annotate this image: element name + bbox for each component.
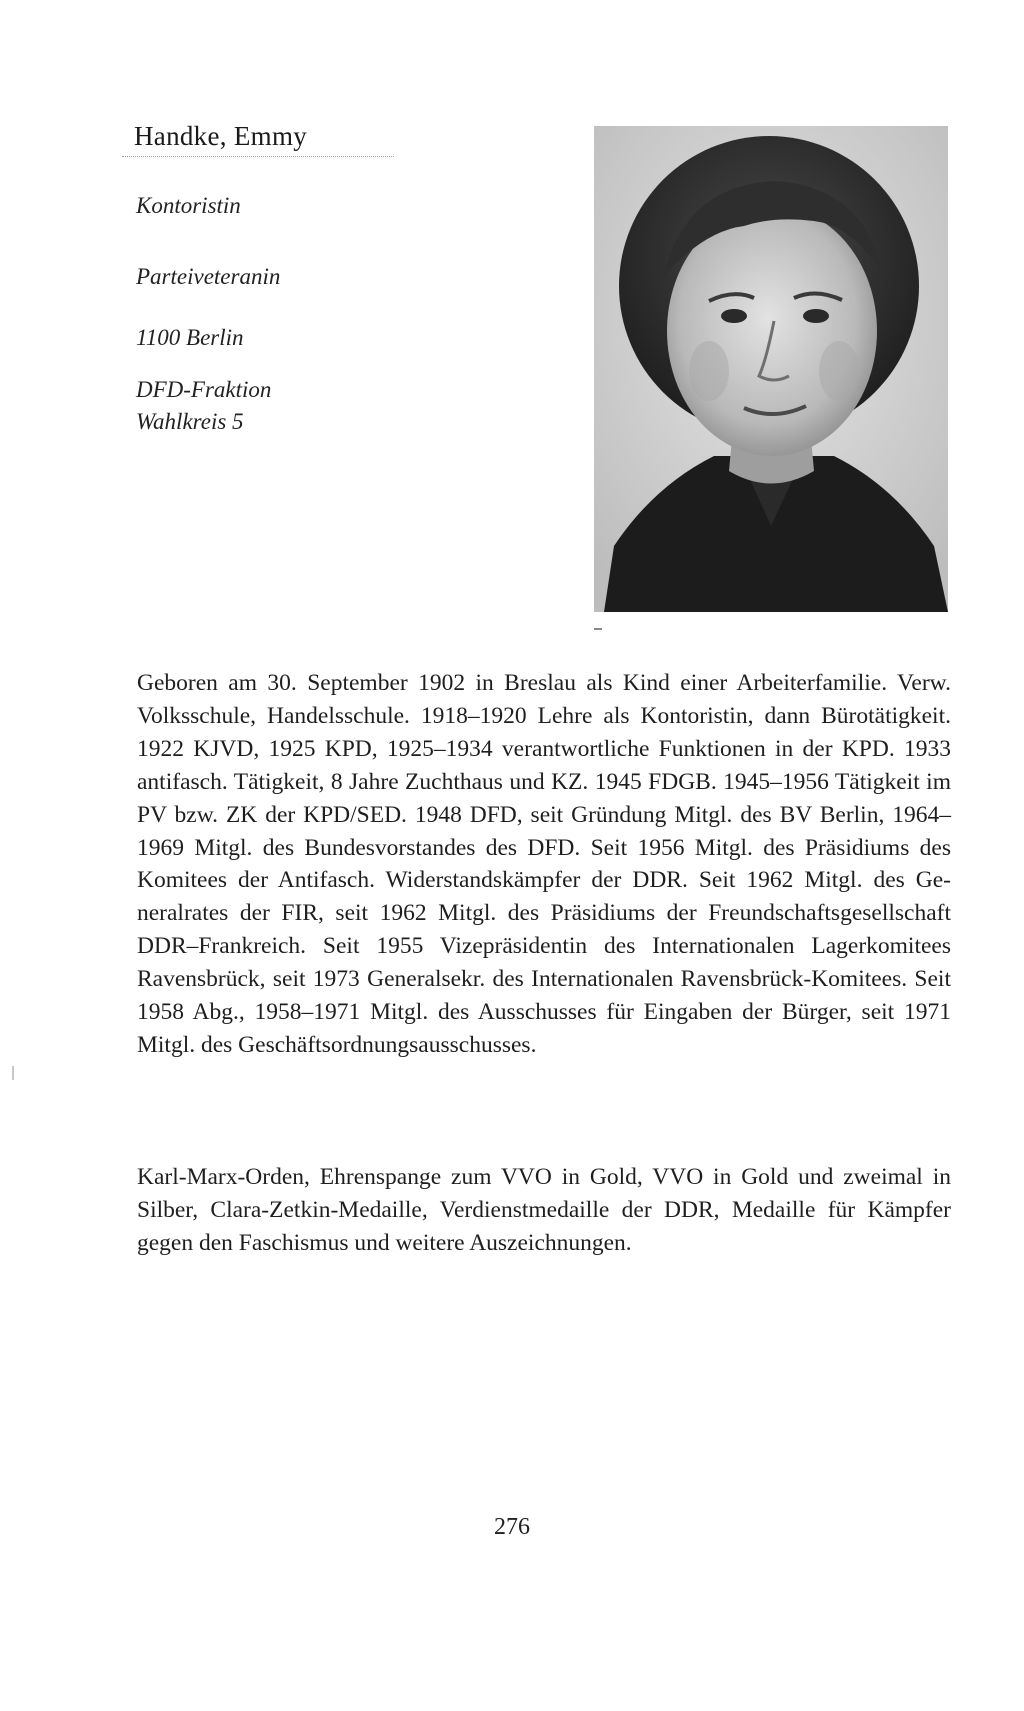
awards-text: Karl-Marx-Orden, Ehrenspange zum VVO in Gold, VVO in Gold und zweimal in Silber, Clara-Zetkin-Medaille, Verdienstmedaille der DDR, Medaille für Kämpfer gegen den Faschismus und weitere Auszeichnungen.	[137, 1164, 951, 1256]
page-number: 276	[494, 1514, 530, 1540]
entry-status: Parteiveteranin	[136, 264, 281, 289]
entry-occupation: Kontoristin	[136, 193, 241, 218]
entry-constituency: Wahlkreis 5	[136, 409, 244, 434]
entry-faction: DFD-Fraktion	[136, 377, 272, 402]
entry-location: 1100 Berlin	[136, 325, 244, 350]
separator-mark	[594, 628, 602, 630]
margin-mark	[12, 1066, 14, 1080]
entry-name: Handke, Emmy	[134, 121, 308, 151]
name-underline	[122, 156, 394, 157]
portrait-photo	[594, 126, 948, 612]
biography-text: Geboren am 30. September 1902 in Breslau als Kind einer Arbeiterfamilie. Verw. Volksschule, Handelsschule. 1918–1920 Lehre als Kontoristin, dann Bürotätigkeit. 1922 KJVD, 1925 KPD, 1925–1934 verantwortliche Funktionen in der KPD. 1933 antifasch. Tätigkeit, 8 Jahre Zuchthaus und KZ. 1945 FDGB. 1945–1956 Tätigkeit im PV bzw. ZK der KPD/SED. 1948 DFD, seit Gründung Mitgl. des BV Berlin, 1964–1969 Mitgl. des Bundesvorstandes des DFD. Seit 1956 Mitgl. des Präsidiums des Komitees der Antifasch. Widerstandskämpfer der DDR. Seit 1962 Mitgl. des Generalrates der FIR, seit 1962 Mitgl. des Präsidiums der Freundschaftsgesellschaft DDR–Frankreich. Seit 1955 Vizepräsidentin des Internationalen Lagerkomitees Ravensbrück, seit 1973 Generalsekr. des Internationalen Ravensbrück-Komitees. Seit 1958 Abg., 1958–1971 Mitgl. des Ausschusses für Eingaben der Bürger, seit 1971 Mitgl. des Geschäftsordnungsausschusses.	[137, 670, 951, 1058]
